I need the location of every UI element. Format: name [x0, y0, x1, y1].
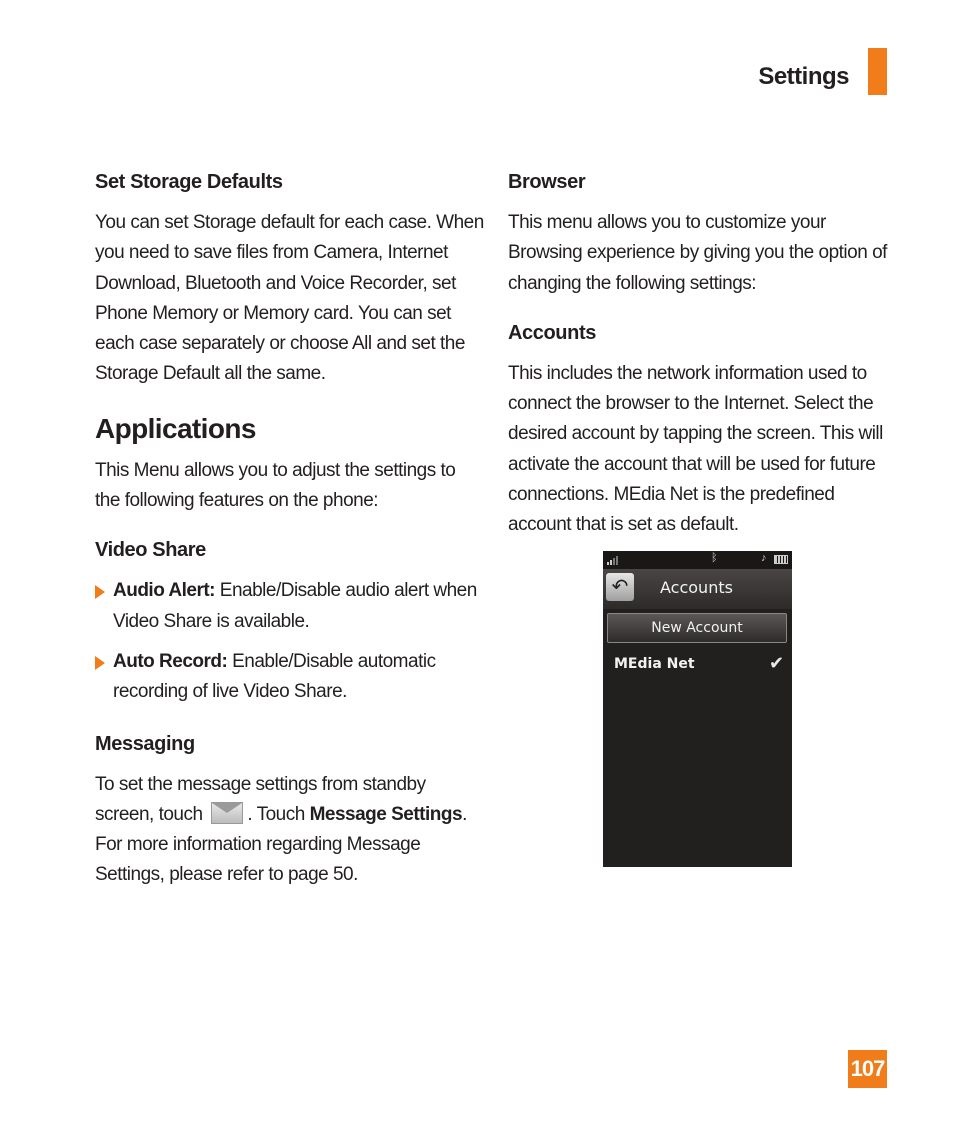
mute-icon: ♪ — [761, 552, 767, 564]
video-share-heading: Video Share — [95, 539, 206, 562]
bullet-text: Enable/Disable automatic recording of live Video Share. — [113, 650, 436, 703]
left-column — [95, 168, 485, 911]
storage-body: You can set Storage default for each case. When you need to save files from Camera, Internet Download, Bluetooth and Voice Recorder, set Phone Memory or Memory card. You can set each case separately or choose All and set the Storage Default all the same. — [95, 212, 484, 385]
bullet-auto-record — [95, 647, 485, 708]
bullet-label: Auto Record: — [113, 650, 228, 672]
account-row[interactable] — [603, 651, 792, 681]
messaging-text-after: . For more information regarding Message Settings, please refer to page 50. — [95, 803, 467, 886]
phone-screenshot — [603, 551, 792, 867]
accounts-heading: Accounts — [508, 321, 596, 344]
new-account-button[interactable]: New Account — [607, 613, 787, 643]
phone-title: Accounts — [660, 578, 733, 597]
right-column — [508, 168, 888, 561]
account-name: MEdia Net — [614, 656, 695, 672]
header-tab-marker — [868, 48, 887, 95]
phone-title-bar — [603, 569, 792, 609]
bullet-text: Enable/Disable audio alert when Video Share is available. — [113, 580, 477, 632]
bullet-audio-alert — [95, 576, 485, 637]
header-title: Settings — [758, 63, 849, 90]
bullet-arrow-icon — [95, 656, 105, 670]
back-button[interactable] — [606, 573, 634, 601]
back-arrow-icon: ↶ — [611, 576, 629, 598]
check-icon: ✔ — [769, 653, 785, 673]
messaging-body — [95, 770, 485, 891]
bullet-arrow-icon — [95, 585, 105, 599]
signal-icon — [607, 555, 619, 565]
accounts-body: This includes the network information used to connect the browser to the Internet. Select the desired account by tapping the screen. This will activate the account that will be used for future connections. MEdia Net is the predefined account that is set as default. — [508, 362, 883, 536]
page-number: 107 — [848, 1050, 887, 1088]
applications-body: This Menu allows you to adjust the settings to the following features on the phone: — [95, 459, 456, 512]
browser-heading: Browser — [508, 171, 586, 193]
messaging-heading: Messaging — [95, 732, 195, 755]
messaging-text-before: To set the message settings from standby screen, touch — [95, 773, 426, 825]
storage-heading: Set Storage Defaults — [95, 171, 283, 193]
browser-body: This menu allows you to customize your Browsing experience by giving you the option of changing the following settings: — [508, 212, 887, 294]
battery-icon — [774, 555, 788, 564]
message-settings-label: Message Settings — [309, 803, 463, 825]
bullet-label: Audio Alert: — [113, 580, 216, 602]
messaging-text-middle: . Touch — [247, 803, 310, 825]
applications-heading: Applications — [95, 412, 256, 444]
bluetooth-icon: ᛒ — [711, 552, 718, 564]
envelope-icon — [211, 802, 243, 824]
status-bar — [603, 551, 792, 569]
